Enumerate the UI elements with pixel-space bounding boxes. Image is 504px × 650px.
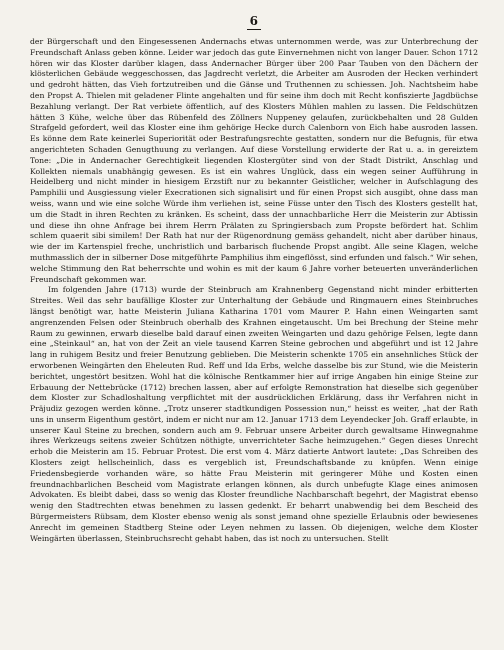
page-number: 6 [30, 14, 478, 30]
paragraph-2: Im folgenden Jahre (1713) wurde der Steinbruch am Krahnenberg Gegenstand nicht minder erbitterten Streites. Weil das sehr baufällige Kloster zur Unterhaltung der Gebäude und Ringmauern eines Steinbruches längst benötigt war, hatte Meisterin Juliana Katharina 1701 vom Maurer P. Hahn einen Weingarten samt angrenzenden Felsen oder Steinbruch oberhalb des Krahnen eingetauscht. Um bei Brechung der Steine mehr Raum zu gewinnen, erwarb dieselbe bald darauf einen zweiten Weingarten und dazu gehörige Felsen, legte dann eine „Steinkaul“ an, hat von der Zeit an viele tausend Karren Steine gebrochen und abgeführt und ist 12 Jahre lang in ruhigem Besitz und freier Benutzung geblieben. Die Meisterin schenkte 1705 ein ansehnliches Stück der erworbenen Weingärten den Eheleuten Rud. Reff und Ida Erbs, welche dasselbe bis zur Stund, wie die Meisterin berichtet, ungestört besitzen. Wohl hat die kölnische Rentkammer hier auf irrige Angaben hin einige Steine zur Erbauung der Nettebrücke (1712) brechen lassen, aber auf erfolgte Remonstration hat dieselbe sich gegenüber dem Kloster zur Schadloshaltung verpflichtet mit der ausdrücklichen Erklärung, dass ihr Verfahren nicht in Präjudiz gezogen werden könne. „Trotz unserer stadtkundigen Possession nun,“ heisst es weiter, „hat der Rath uns in unserm Eigenthum gestört, indem er nicht nur am 12. Januar 1713 dem Leyendecker Joh. Graff erlaubte, in unserer Kaul Steine zu brechen, sondern auch am 9. Februar unsere Arbeiter durch gewaltsame Hinwegnahme ihres Werkzeugs seitens zweier Schützen nöthigte, unverrichteter Sache heimzugehen.“ Gegen dieses Unrecht erhob die Meisterin am 15. Februar Protest. Die erst vom 4. März datierte Antwort lautete: „Das Schreiben des Klosters zeigt hellscheinlich, dass es vergeblich ist, Freundschaftsbande zu knüpfen. Wenn einige Friedensbegierde vorhanden wäre, so hätte Frau Meisterin mit geringerer Mühe und Kosten einen freundnachbarlichen Bescheid vom Magistrate erlangen können, als durch unbefugte Klage eines animosen Advokaten. Es bleibt dabei, dass so wenig das Kloster freundliche Nachbarschaft begehrt, der Magistrat ebenso wenig den Stadtrechten etwas benehmen zu lassen gedenkt. Er beharrt unabwendig bei dem Bescheid des Bürgermeisters Rübsam, dem Kloster ebenso wenig als sonst jemand ohne spezielle Erlaubnis oder bewiesenes Anrecht im gemeinen Stadtberg Steine oder Leyen nehmen zu lassen. Ob diejenigen, welche dem Kloster Weingärten überlassen, Steinbruchsrecht gehabt haben, das ist noch zu untersuchen. Stellt [30, 285, 478, 543]
body-text [30, 37, 478, 544]
paragraph-1: der Bürgerschaft und den Eingesessenen Andernachs etwas unternommen werde, was zur Unterbrechung der Freundschaft Anlass geben könne. Leider war jedoch das gute Einvernehmen nicht von langer Dauer. Schon 1712 hören wir das Kloster darüber klagen, dass Andernacher Bürger über 200 Paar Tauben von den Dächern der klösterlichen Gebäude weggeschossen, das Jagdrecht verletzt, die Arbeiter am Ausroden der Hecken verhindert und gedroht hätten, das Vieh fortzutreiben und die Gänse und Truthennen zu schiessen. Joh. Nachtsheim habe den Propst A. Thielen mit geladener Flinte angehalten und für seine ihm doch mit Recht konfiszierte Jagdbüchse Bezahlung verlangt. Der Rat verbiete öffentlich, auf des Klosters Mühlen mahlen zu lassen. Die Feldschützen hätten 3 Kühe, welche über das Rübenfeld des Zöllners Nuppeney gelaufen, zurückbehalten und 28 Gulden Strafgeld gefordert, weil das Kloster eine ihm gehörige Hecke durch Calenborn von Eich habe ausroden lassen. Es könne dem Rate keinerlei Superiorität oder Bestrafungsrechte gestatten, sondern nur die Befugnis, für etwa angerichteten Schaden Genugthuung zu verlangen. Auf diese Vorstellung erwiderte der Rat u. a. in gereiztem Tone: „Die in Andernacher Gerechtigkeit liegenden Klostergüter sind von der Stadt Distrikt, Anschlag und Kollekten niemals unabhängig gewesen. Es ist ein wahres Unglück, dass ein wegen seiner Aufführung in Heidelberg und nicht minder in hiesigem Erzstift nur zu bekannter Geistlicher, welcher in Aufschlagung des Pamphilii und Ausgiessung vieler Execrationen sich signalisirt und für einen Propst sich ausgibt, ohne dass man weiss, wann und wie eine solche Würde ihm verliehen ist, seine Füsse unter den Tisch des Klosters gestellt hat, um die Stadt in ihren Rechten zu kränken. Es scheint, dass der unnachbarliche Herr die Meisterin zur Abtissin und diese ihn ohne Anfrage bei ihrem Herrn Prälaten zu Springiersbach zum Propste befördert hat. Schlim schlem quaerit sibi similem! Der Rath hat nur der Rügenordnung gemäss gehandelt, nicht aber darüber hinaus, wie der im Kartenspiel freche, unchristlich und barbarisch fluchende Propst angibt. Alle seine Klagen, welche muthmasslich der in silberner Dose mitgeführte Pamphilius ihm eingeflösst, sind erfunden und falsch.“ Wir sehen, welche Stimmung den Rat beherrschte und wohin es mit der kaum 6 Jahre vorher beteuerten unveränderlichen Freundschaft gekommen war. [30, 37, 478, 284]
